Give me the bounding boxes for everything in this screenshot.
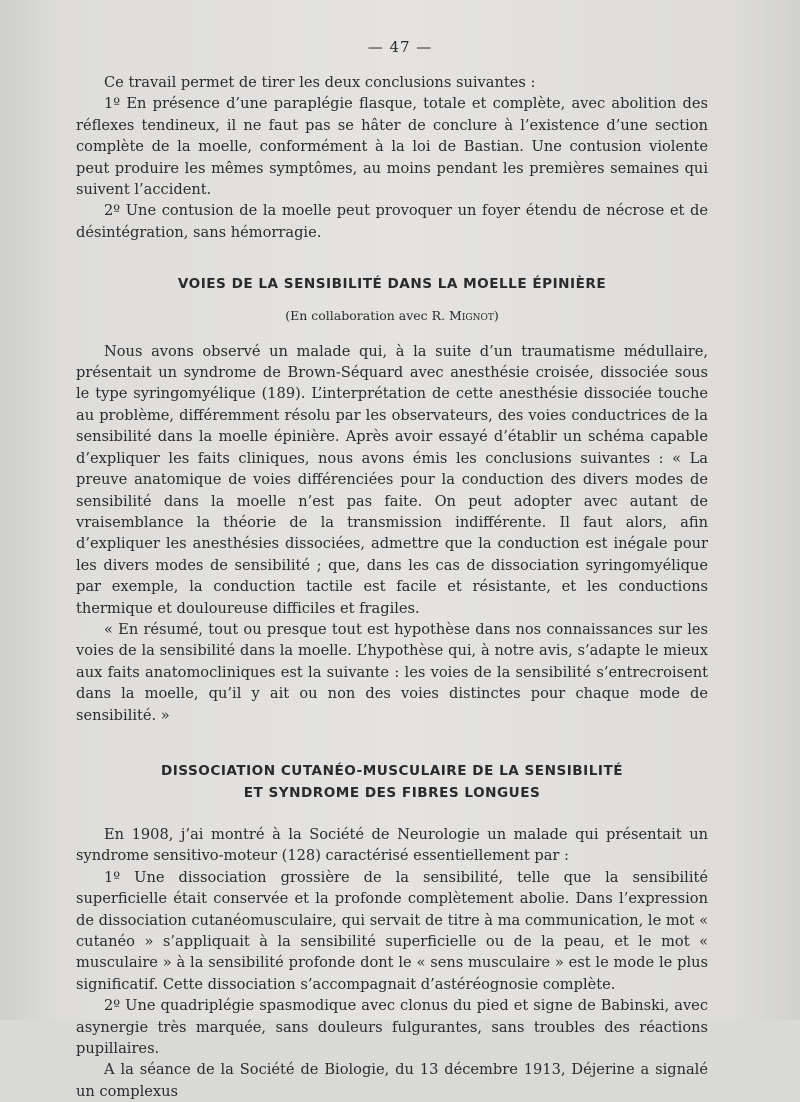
section2-heading: [76, 760, 708, 804]
page-body: [76, 72, 708, 1102]
section2-paragraph-1: En 1908, j’ai montré à la Société de Neurologie un malade qui présentait un syndrome sensitivo-moteur (128) caractérisé essentiellement par :: [76, 825, 708, 865]
section1-paragraph-2: « En résumé, tout ou presque tout est hypothèse dans nos connaissances sur les voies de la sensibilité dans la moelle. L’hypothèse qui, à notre avis, s’adapte le mieux aux faits anatomocliniques est la suivante : les voies de la sensibilité s’entrecroisent dans la moelle, qu’il y ait ou non des voies distinctes pour chaque mode de sensibilité. »: [76, 620, 708, 724]
section2-heading-line1: DISSOCIATION CUTANÉO-MUSCULAIRE DE LA SENSIBILITÉ: [160, 762, 624, 779]
section1-heading: VOIES DE LA SENSIBILITÉ DANS LA MOELLE ÉPINIÈRE: [177, 276, 607, 293]
section2-paragraph-3: 2º Une quadriplégie spasmodique avec clonus du pied et signe de Babinski, avec asynergie très marquée, sans douleurs fulgurantes, sans troubles des réactions pupillaires.: [76, 997, 708, 1058]
collab-prefix: (En collaboration avec R.: [285, 308, 450, 324]
section1-collaboration: [76, 305, 708, 326]
section2-heading-line2: ET SYNDROME DES FIBRES LONGUES: [243, 784, 541, 801]
collab-name: Mignot: [449, 308, 494, 324]
conclusion-1-paragraph: 1º En présence d’une paraplégie flasque, totale et complète, avec abolition des réflexes tendineux, il ne faut pas se hâter de conclure à l’existence d’une section complète de la moelle, conformément à la loi de Bastian. Une contusion violente peut produire les mêmes symptômes, au moins pendant les premières semaines qui suivent l’accident.: [76, 95, 708, 199]
section1-paragraph-1: Nous avons observé un malade qui, à la suite d’un traumatisme médullaire, présentait un syndrome de Brown-Séquard avec anesthésie croisée, dissociée sous le type syringomyélique (189). L’interprétation de cette anesthésie dissociée touche au problème, différemment résolu par les observateurs, des voies conductrices de la sensibilité dans la moelle épinière. Après avoir essayé d’établir un schéma capable d’expliquer les faits cliniques, nous avons émis les conclusions suivantes : « La preuve anatomique de voies différenciées pour la conduction des divers modes de sensibilité dans la moelle n’est pas faite. On peut adopter avec autant de vraisemblance la théorie de la transmission indifférente. Il faut alors, afin d’expliquer les anesthésies dissociées, admettre que la conduction est inégale pour les divers modes de sensibilité ; que, dans les cas de dissociation syringomyélique par exemple, la conduction tactile est facile et résistante, et les conductions thermique et douloureuse difficiles et fragiles.: [76, 342, 708, 617]
conclusion-2-paragraph: 2º Une contusion de la moelle peut provoquer un foyer étendu de nécrose et de désintégration, sans hémorragie.: [76, 202, 708, 241]
section2-paragraph-2: 1º Une dissociation grossière de la sensibilité, telle que la sensibilité superficielle était conservée et la profonde complètement abolie. Dans l’expression de dissociation cutanéomusculaire, qui servait de titre à ma communication, le mot « cutanéo » s’appliquait à la sensibilité superficielle ou de la peau, et le mot « musculaire » à la sensibilité profonde dont le « sens musculaire » est le mode le plus significatif. Cette dissociation s’accompagnait d’astéréognosie complète.: [76, 868, 708, 993]
collab-suffix: ): [493, 308, 499, 324]
intro-paragraph: Ce travail permet de tirer les deux conclusions suivantes :: [104, 74, 536, 91]
section2-paragraph-4: A la séance de la Société de Biologie, du 13 décembre 1913, Déjerine a signalé un complexus: [76, 1061, 708, 1100]
page-number: — 47 —: [367, 38, 433, 56]
